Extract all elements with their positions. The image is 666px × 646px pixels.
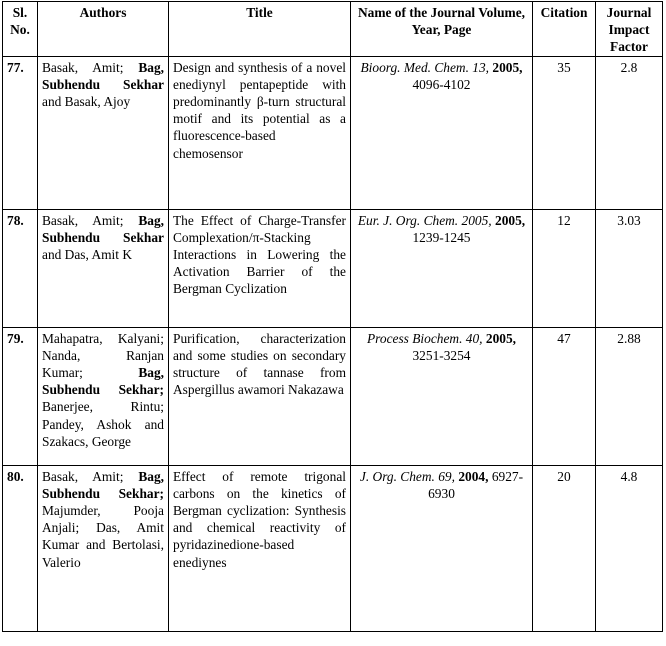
impact-factor-cell: 4.8 [596,465,663,631]
header-journal: Name of the Journal Volume, Year, Page [351,2,533,57]
journal-year: 2004, [458,468,489,484]
author-highlight: Bag, Subhendu Sekhar; [42,365,164,398]
title-cell: Design and synthesis of a novel enediynyl pentapeptide with predominantly β-turn structural motif and its potential as a fluorescence-based chemosensor [169,56,351,209]
journal-name: Process Biochem. 40, [366,330,483,346]
author-text: and Das, Amit K [42,247,133,263]
journal-cell [351,56,533,209]
journal-name: Eur. J. Org. Chem. 2005, [357,212,492,228]
author-text: and Basak, Ajoy [42,94,131,110]
journal-cell [351,209,533,327]
author-text: Basak, Amit; [42,212,139,228]
sl-no-cell: 80. [3,465,38,631]
author-text: Mahapatra, Kalyani; Nanda, Ranjan Kumar; [42,330,164,381]
impact-factor-cell: 3.03 [596,209,663,327]
sl-no-cell: 78. [3,209,38,327]
citation-cell: 12 [533,209,596,327]
citation-cell: 47 [533,327,596,465]
journal-cell [351,327,533,465]
impact-factor-cell: 2.8 [596,56,663,209]
journal-name: J. Org. Chem. 69, [359,468,455,484]
table-row [3,56,663,209]
journal-year: 2005, [492,59,523,75]
header-citation: Citation [533,2,596,57]
title-cell: The Effect of Charge-Transfer Complexation/π-Stacking Interactions in Lowering the Activation Barrier of the Bergman Cyclization [169,209,351,327]
header-title: Title [169,2,351,57]
title-cell: Purification, characterization and some studies on secondary structure of tannase from Aspergillus awamori Nakazawa [169,327,351,465]
journal-year: 2005, [485,330,517,346]
table-row [3,465,663,631]
sl-no-cell: 79. [3,327,38,465]
author-highlight: Bag, Subhendu Sekhar [42,212,164,245]
journal-pages: 6927-6930 [428,468,524,501]
header-impact-factor: Journal Impact Factor [596,2,663,57]
header-authors: Authors [38,2,169,57]
author-highlight: Bag, Subhendu Sekhar; [42,468,164,501]
citation-cell: 20 [533,465,596,631]
citation-cell: 35 [533,56,596,209]
sl-no-cell: 77. [3,56,38,209]
header-sl-no: Sl. No. [3,2,38,57]
authors-cell [38,56,169,209]
author-highlight: Bag, Subhendu Sekhar [42,59,164,92]
author-text: Basak, Amit; [42,468,139,484]
publications-table [2,1,663,632]
journal-pages: 3251-3254 [412,347,471,363]
authors-cell [38,209,169,327]
table-row [3,327,663,465]
journal-name: Bioorg. Med. Chem. 13, [360,59,490,75]
journal-cell [351,465,533,631]
authors-cell [38,465,169,631]
authors-cell [38,327,169,465]
author-text: Banerjee, Rintu; Pandey, Ashok and Szakacs, George [42,399,164,449]
journal-pages: 4096-4102 [412,76,471,92]
journal-year: 2005, [495,212,526,228]
impact-factor-cell: 2.88 [596,327,663,465]
author-text: Basak, Amit; [42,59,139,75]
author-text: Majumder, Pooja Anjali; Das, Amit Kumar and Bertolasi, Valerio [42,503,164,570]
table-row [3,209,663,327]
header-row [3,2,663,57]
journal-pages: 1239-1245 [412,229,471,245]
title-cell: Effect of remote trigonal carbons on the kinetics of Bergman cyclization: Synthesis and chemical reactivity of pyridazinedione-based enediynes [169,465,351,631]
